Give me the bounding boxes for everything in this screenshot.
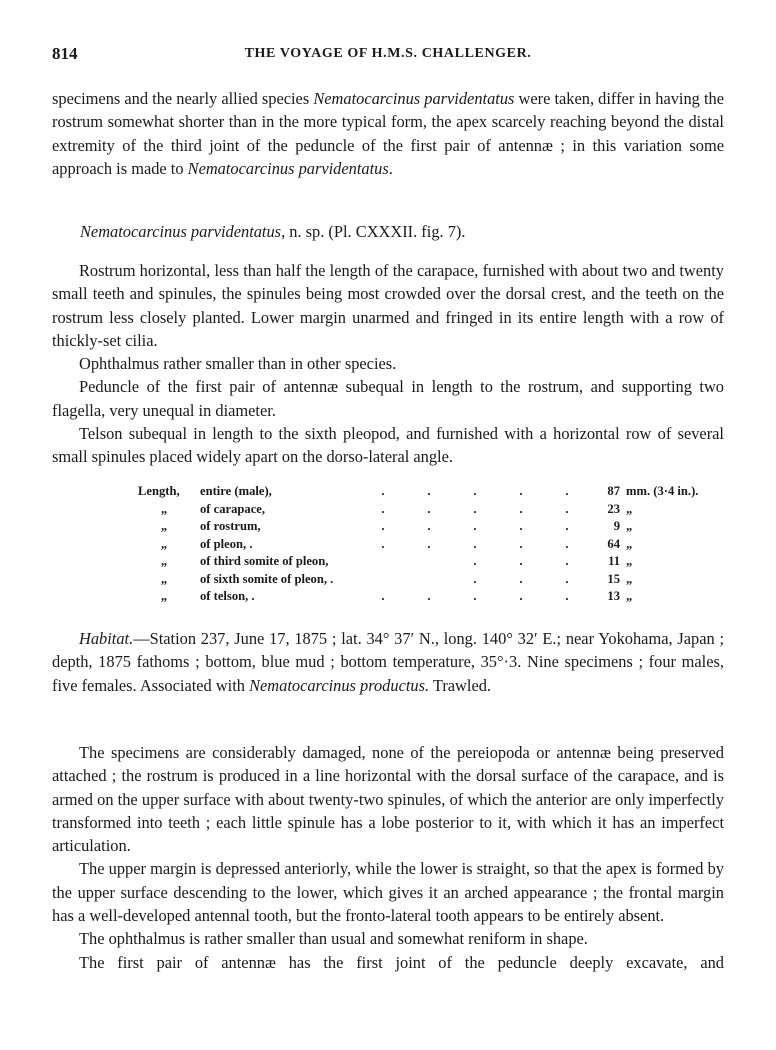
- intro-text-part: .: [388, 158, 393, 178]
- table-row: [138, 483, 726, 501]
- row-label: of sixth somite of pleon, .: [200, 571, 334, 586]
- table-row: [138, 501, 726, 519]
- habitat-label: Habitat.: [79, 629, 134, 648]
- description-paragraph: The ophthalmus is rather smaller than usual and somewhat reniform in shape.: [79, 929, 588, 949]
- row-lead: „: [160, 501, 168, 516]
- row-unit: „: [626, 554, 633, 568]
- row-label: of pleon, .: [200, 536, 253, 551]
- description-paragraph: The first pair of antennæ has the first joint of the peduncle deeply excavate, and: [79, 952, 724, 972]
- leader-dots: . . . . .: [381, 519, 569, 533]
- species-heading: [80, 222, 465, 242]
- intro-text-part: were taken, differ in having the rostrum somewhat shorter than in the more typical form, the apex scarcely reaching beyond the distal extremity of the third joint of the peduncle of the first pair of antennæ ; in this variation some approach is made to: [52, 89, 724, 178]
- row-label: entire (male),: [200, 484, 272, 498]
- row-unit: mm. (3·4 in.).: [626, 484, 699, 498]
- habitat-text-part: Trawled.: [429, 675, 492, 695]
- description-paragraph: The specimens are considerably damaged, none of the pereiopoda or antennæ being preserved attached ; the rostrum is produced in a line horizontal with the dorsal surface of the carapace, and is armed on the upper surface with about twenty-two spinules, of which the anterior are only imperfectly transformed into teeth ; each little spinule has a lobe posterior to it, with which it has an imperfect articulation.: [52, 743, 724, 856]
- page-number: 814: [52, 44, 78, 63]
- intro-paragraph: [52, 87, 724, 180]
- table-row: [138, 588, 726, 606]
- row-unit: „: [626, 589, 633, 603]
- leader-dots: . . . . .: [381, 536, 569, 551]
- species-name: Nematocarcinus productus.: [249, 675, 430, 695]
- row-label: of third somite of pleon,: [200, 554, 329, 568]
- intro-text: [52, 87, 724, 180]
- row-label: of rostrum,: [200, 519, 261, 533]
- row-lead: „: [160, 519, 168, 533]
- leader-dots: . . .: [473, 554, 569, 568]
- row-value: 87: [607, 484, 620, 498]
- leader-dots: . . . . .: [381, 484, 569, 498]
- species-name: Nematocarcinus parvidentatus: [187, 158, 389, 178]
- habitat-paragraph: [52, 627, 724, 697]
- intro-text-part: specimens and the nearly allied species: [52, 89, 314, 108]
- page-header: [52, 44, 724, 66]
- diagnosis: [52, 259, 724, 469]
- species-heading-ref: , n. sp. (Pl. CXXXII. fig. 7).: [281, 222, 466, 241]
- table-row: [138, 518, 726, 536]
- row-value: 15: [607, 571, 620, 586]
- row-value: 9: [613, 519, 620, 533]
- row-lead: „: [160, 571, 168, 586]
- row-lead: „: [160, 536, 168, 551]
- row-value: 23: [607, 501, 620, 516]
- measurements-table: [138, 483, 726, 606]
- row-label: of carapace,: [200, 501, 266, 516]
- species-name: Nematocarcinus parvidentatus: [313, 89, 515, 108]
- row-lead: „: [160, 589, 168, 603]
- leader-dots: . . . . .: [381, 589, 569, 603]
- row-unit: „: [626, 501, 633, 516]
- diagnosis-paragraph: Peduncle of the first pair of antennæ subequal in length to the rostrum, and supporting two flagella, very unequal in diameter.: [52, 377, 724, 420]
- row-lead: Length,: [138, 484, 180, 498]
- table-row: [138, 571, 726, 589]
- row-lead: „: [160, 554, 168, 568]
- row-value: 11: [608, 554, 620, 568]
- habitat-text: [52, 627, 724, 697]
- leader-dots: . . . . .: [381, 501, 569, 516]
- description: [52, 741, 724, 974]
- diagnosis-paragraph: Rostrum horizontal, less than half the length of the carapace, furnished with about two and twenty small teeth and spinules, the spinules being most crowded over the dorsal crest, and the teeth on the rostrum less closely planted. Lower margin unarmed and fringed in its entire length with a row of thickly-set cilia.: [52, 261, 724, 350]
- species-heading-name: Nematocarcinus parvidentatus: [80, 222, 282, 241]
- diagnosis-paragraph: Ophthalmus rather smaller than in other species.: [79, 354, 397, 374]
- row-value: 64: [607, 536, 620, 551]
- running-title: THE VOYAGE OF H.M.S. CHALLENGER.: [244, 46, 532, 61]
- leader-dots: . . .: [473, 571, 569, 586]
- diagnosis-paragraph: Telson subequal in length to the sixth pleopod, and furnished with a horizontal row of several small spinules placed widely apart on the dorso-lateral angle.: [52, 424, 724, 467]
- row-unit: „: [626, 519, 633, 533]
- row-label: of telson, .: [200, 589, 255, 603]
- habitat-text-part: —Station 237, June 17, 1875 ; lat. 34° 37′ N., long. 140° 32′ E.; near Yokohama, Japan ; depth, 1875 fathoms ; bottom, blue mud ; bottom temperature, 35°·3. Nine specimens ; four males, five females. Associated with: [52, 629, 724, 695]
- description-paragraph: The upper margin is depressed anteriorly, while the lower is straight, so that the apex is formed by the upper surface descending to the lower, which gives it an arched appearance ; the frontal margin has a well-developed antennal tooth, but the fronto-lateral tooth appears to be entirely absent.: [52, 859, 724, 926]
- table-row: [138, 536, 726, 554]
- row-value: 13: [607, 589, 620, 603]
- row-unit: „: [626, 536, 633, 551]
- row-unit: „: [626, 571, 633, 586]
- table-row: [138, 553, 726, 571]
